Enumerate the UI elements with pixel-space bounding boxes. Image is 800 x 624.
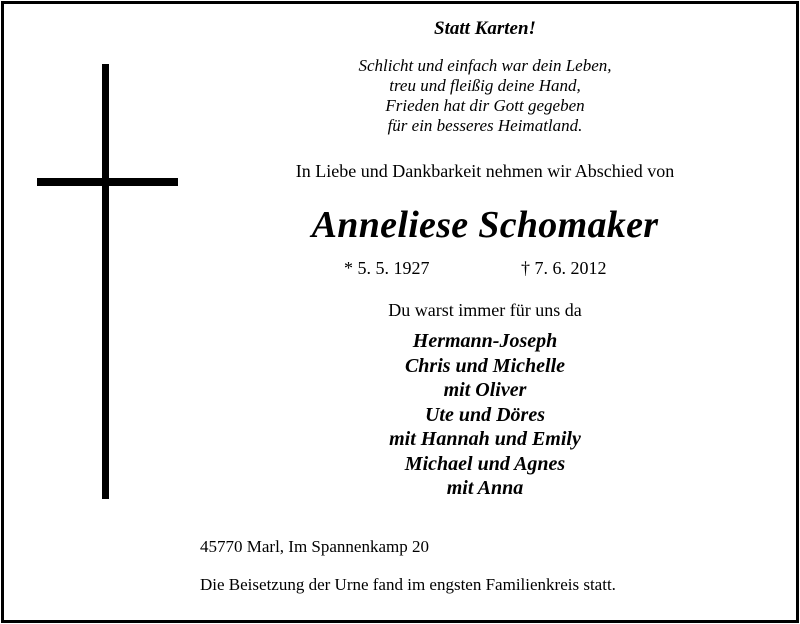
mourner-line: mit Hannah und Emily — [389, 428, 581, 450]
burial-note: Die Beisetzung der Urne fand im engsten Familienkreis statt. — [200, 575, 616, 594]
death-date: † 7. 6. 2012 — [521, 258, 607, 278]
mourner-line: Hermann-Joseph — [412, 330, 558, 352]
address: 45770 Marl, Im Spannenkamp 20 — [200, 537, 429, 556]
poem-line: für ein besseres Heimatland. — [387, 116, 583, 135]
birth-date: * 5. 5. 1927 — [344, 258, 430, 278]
farewell-text: Du warst immer für uns da — [388, 300, 582, 320]
poem-line: Schlicht und einfach war dein Leben, — [358, 56, 612, 75]
mourner-line: Ute und Döres — [424, 403, 545, 426]
cross-icon-bar — [37, 178, 178, 186]
mourner-line: mit Anna — [446, 477, 524, 499]
mourner-line: mit Oliver — [443, 379, 527, 401]
mourner-line: Chris und Michelle — [404, 354, 566, 377]
cross-icon — [102, 64, 109, 499]
notice-heading: Statt Karten! — [434, 18, 536, 39]
mourner-line: Michael und Agnes — [404, 452, 566, 475]
deceased-name: Anneliese Schomaker — [311, 204, 659, 246]
poem — [185, 56, 785, 136]
intro-text: In Liebe und Dankbarkeit nehmen wir Abschied von — [295, 161, 675, 181]
poem-line: Frieden hat dir Gott gegeben — [385, 96, 585, 115]
mourners-list — [185, 329, 785, 501]
poem-line: treu und fleißig deine Hand, — [389, 76, 581, 95]
